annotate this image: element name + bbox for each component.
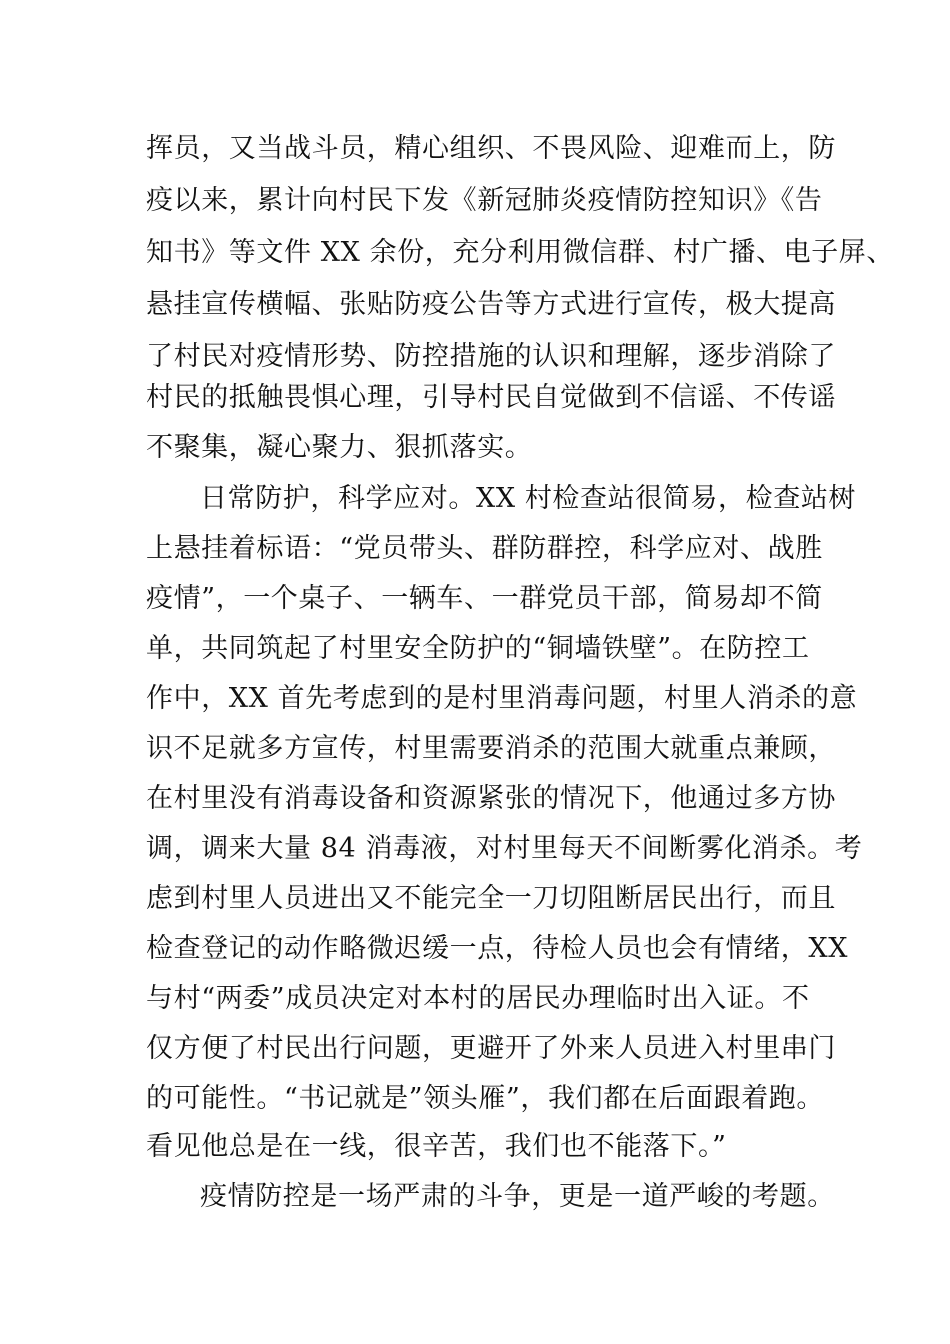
- text-line: 仅方便了村民出行问题，更避开了外来人员进入村里串门: [146, 1033, 836, 1064]
- text-line: 不聚集，凝心聚力、狠抓落实。: [146, 432, 533, 463]
- text-line: 悬挂宣传横幅、张贴防疫公告等方式进行宣传，极大提高: [146, 289, 836, 320]
- text-line: 在村里没有消毒设备和资源紧张的情况下，他通过多方协: [146, 783, 836, 814]
- text-line: 上悬挂着标语：“党员带头、群防群控，科学应对、战胜: [146, 533, 823, 564]
- text-line: 检查登记的动作略微迟缓一点，待检人员也会有情绪，XX: [146, 933, 849, 964]
- text-line: 与村“两委”成员决定对本村的居民办理临时出入证。不: [146, 983, 810, 1014]
- text-line: 单，共同筑起了村里安全防护的“铜墙铁壁”。在防控工: [146, 633, 810, 664]
- text-line: 疫以来，累计向村民下发《新冠肺炎疫情防控知识》《告: [146, 185, 823, 216]
- text-line: 调，调来大量 84 消毒液，对村里每天不间断雾化消杀。考: [146, 833, 863, 864]
- text-line: 了村民对疫情形势、防控措施的认识和理解，逐步消除了: [146, 341, 836, 372]
- text-line: 挥员，又当战斗员，精心组织、不畏风险、迎难而上，防: [146, 133, 836, 164]
- text-line: 的可能性。“书记就是”领头雁”，我们都在后面跟着跑。: [146, 1083, 825, 1114]
- text-line: 知书》等文件 XX 余份，充分利用微信群、村广播、电子屏、: [146, 237, 895, 268]
- paragraph-start-line: 日常防护，科学应对。XX 村检查站很简易，检查站树: [200, 483, 857, 514]
- text-line: 虑到村里人员进出又不能完全一刀切阻断居民出行，而且: [146, 883, 836, 914]
- text-line: 识不足就多方宣传，村里需要消杀的范围大就重点兼顾，: [146, 733, 836, 764]
- paragraph-start-line: 疫情防控是一场严肃的斗争，更是一道严峻的考题。: [200, 1181, 835, 1212]
- text-line: 看见他总是在一线，很辛苦，我们也不能落下。”: [146, 1131, 727, 1162]
- text-line: 村民的抵触畏惧心理，引导村民自觉做到不信谣、不传谣: [146, 382, 836, 413]
- text-line: 疫情”，一个桌子、一辆车、一群党员干部，简易却不简: [146, 583, 823, 614]
- text-line: 作中，XX 首先考虑到的是村里消毒问题，村里人消杀的意: [146, 683, 858, 714]
